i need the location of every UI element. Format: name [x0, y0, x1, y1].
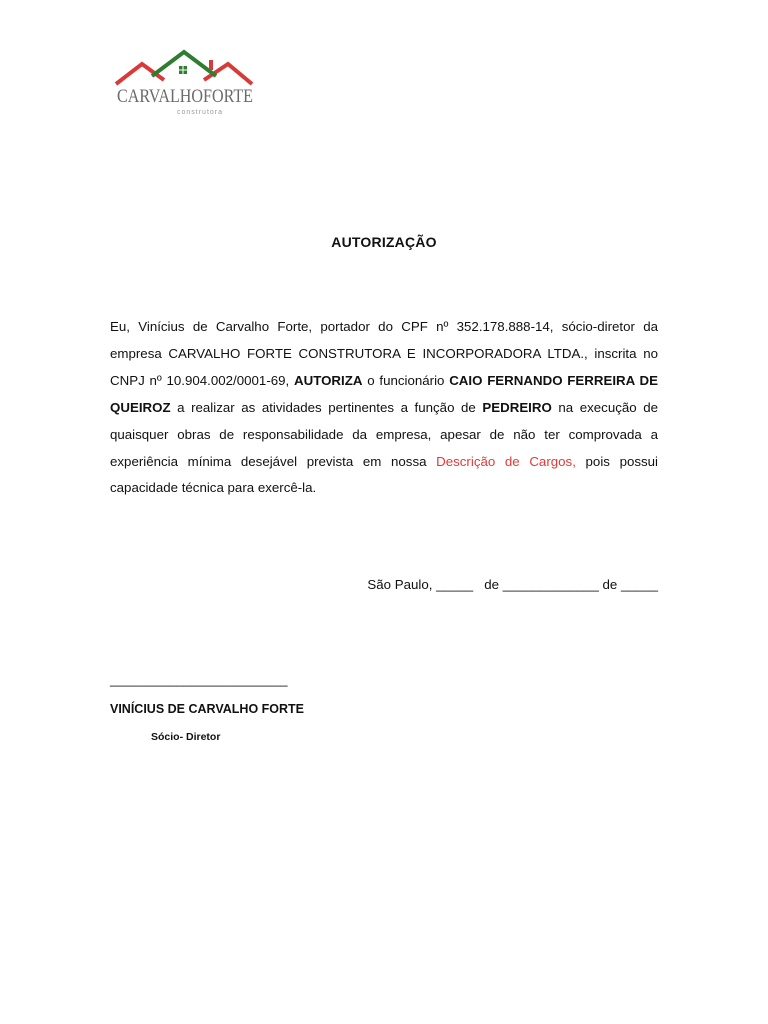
authorization-paragraph [110, 314, 658, 502]
job-description-reference: Descrição de Cargos, [436, 453, 576, 469]
body-text-part: na execução de quaisquer obras de responsabilidade da empresa, apesar de não ter comprovada a experiência mínima desejável prevista em nossa [110, 399, 658, 469]
signer-name: VINÍCIUS DE CARVALHO FORTE [110, 702, 304, 716]
house-roof-logo-icon [112, 44, 258, 120]
body-text-part: pois possui capacidade técnica para exercê-la. [110, 453, 658, 496]
document-title: AUTORIZAÇÃO [331, 234, 437, 250]
body-text-part: o funcionário [362, 372, 450, 388]
date-line: São Paulo, _____ de _____________ de _____ [367, 577, 658, 592]
company-logo [112, 44, 258, 120]
body-bold-authorizes: AUTORIZA [294, 372, 363, 388]
body-text-part: Eu, Vinícius de Carvalho Forte, portador do CPF nº 352.178.888-14, sócio-diretor da empresa CARVALHO FORTE CONSTRUTORA E INCORPORADORA LTDA., inscrita no CNPJ nº 10.904.002/0001-69, [110, 319, 658, 388]
signer-role: Sócio- Diretor [151, 731, 221, 743]
body-bold-job-title: PEDREIRO [482, 399, 552, 415]
body-bold-employee-name: CAIO FERNANDO FERREIRA DE QUEIROZ [110, 372, 659, 415]
logo-chimney [209, 60, 213, 70]
logo-window [179, 66, 183, 70]
body-text-part: a realizar as atividades pertinentes a função de [170, 399, 483, 415]
logo-tagline: construtora [176, 109, 224, 116]
signature-line: ________________________ [110, 672, 288, 687]
logo-brand-name: CARVALHOFORTE [117, 87, 253, 107]
